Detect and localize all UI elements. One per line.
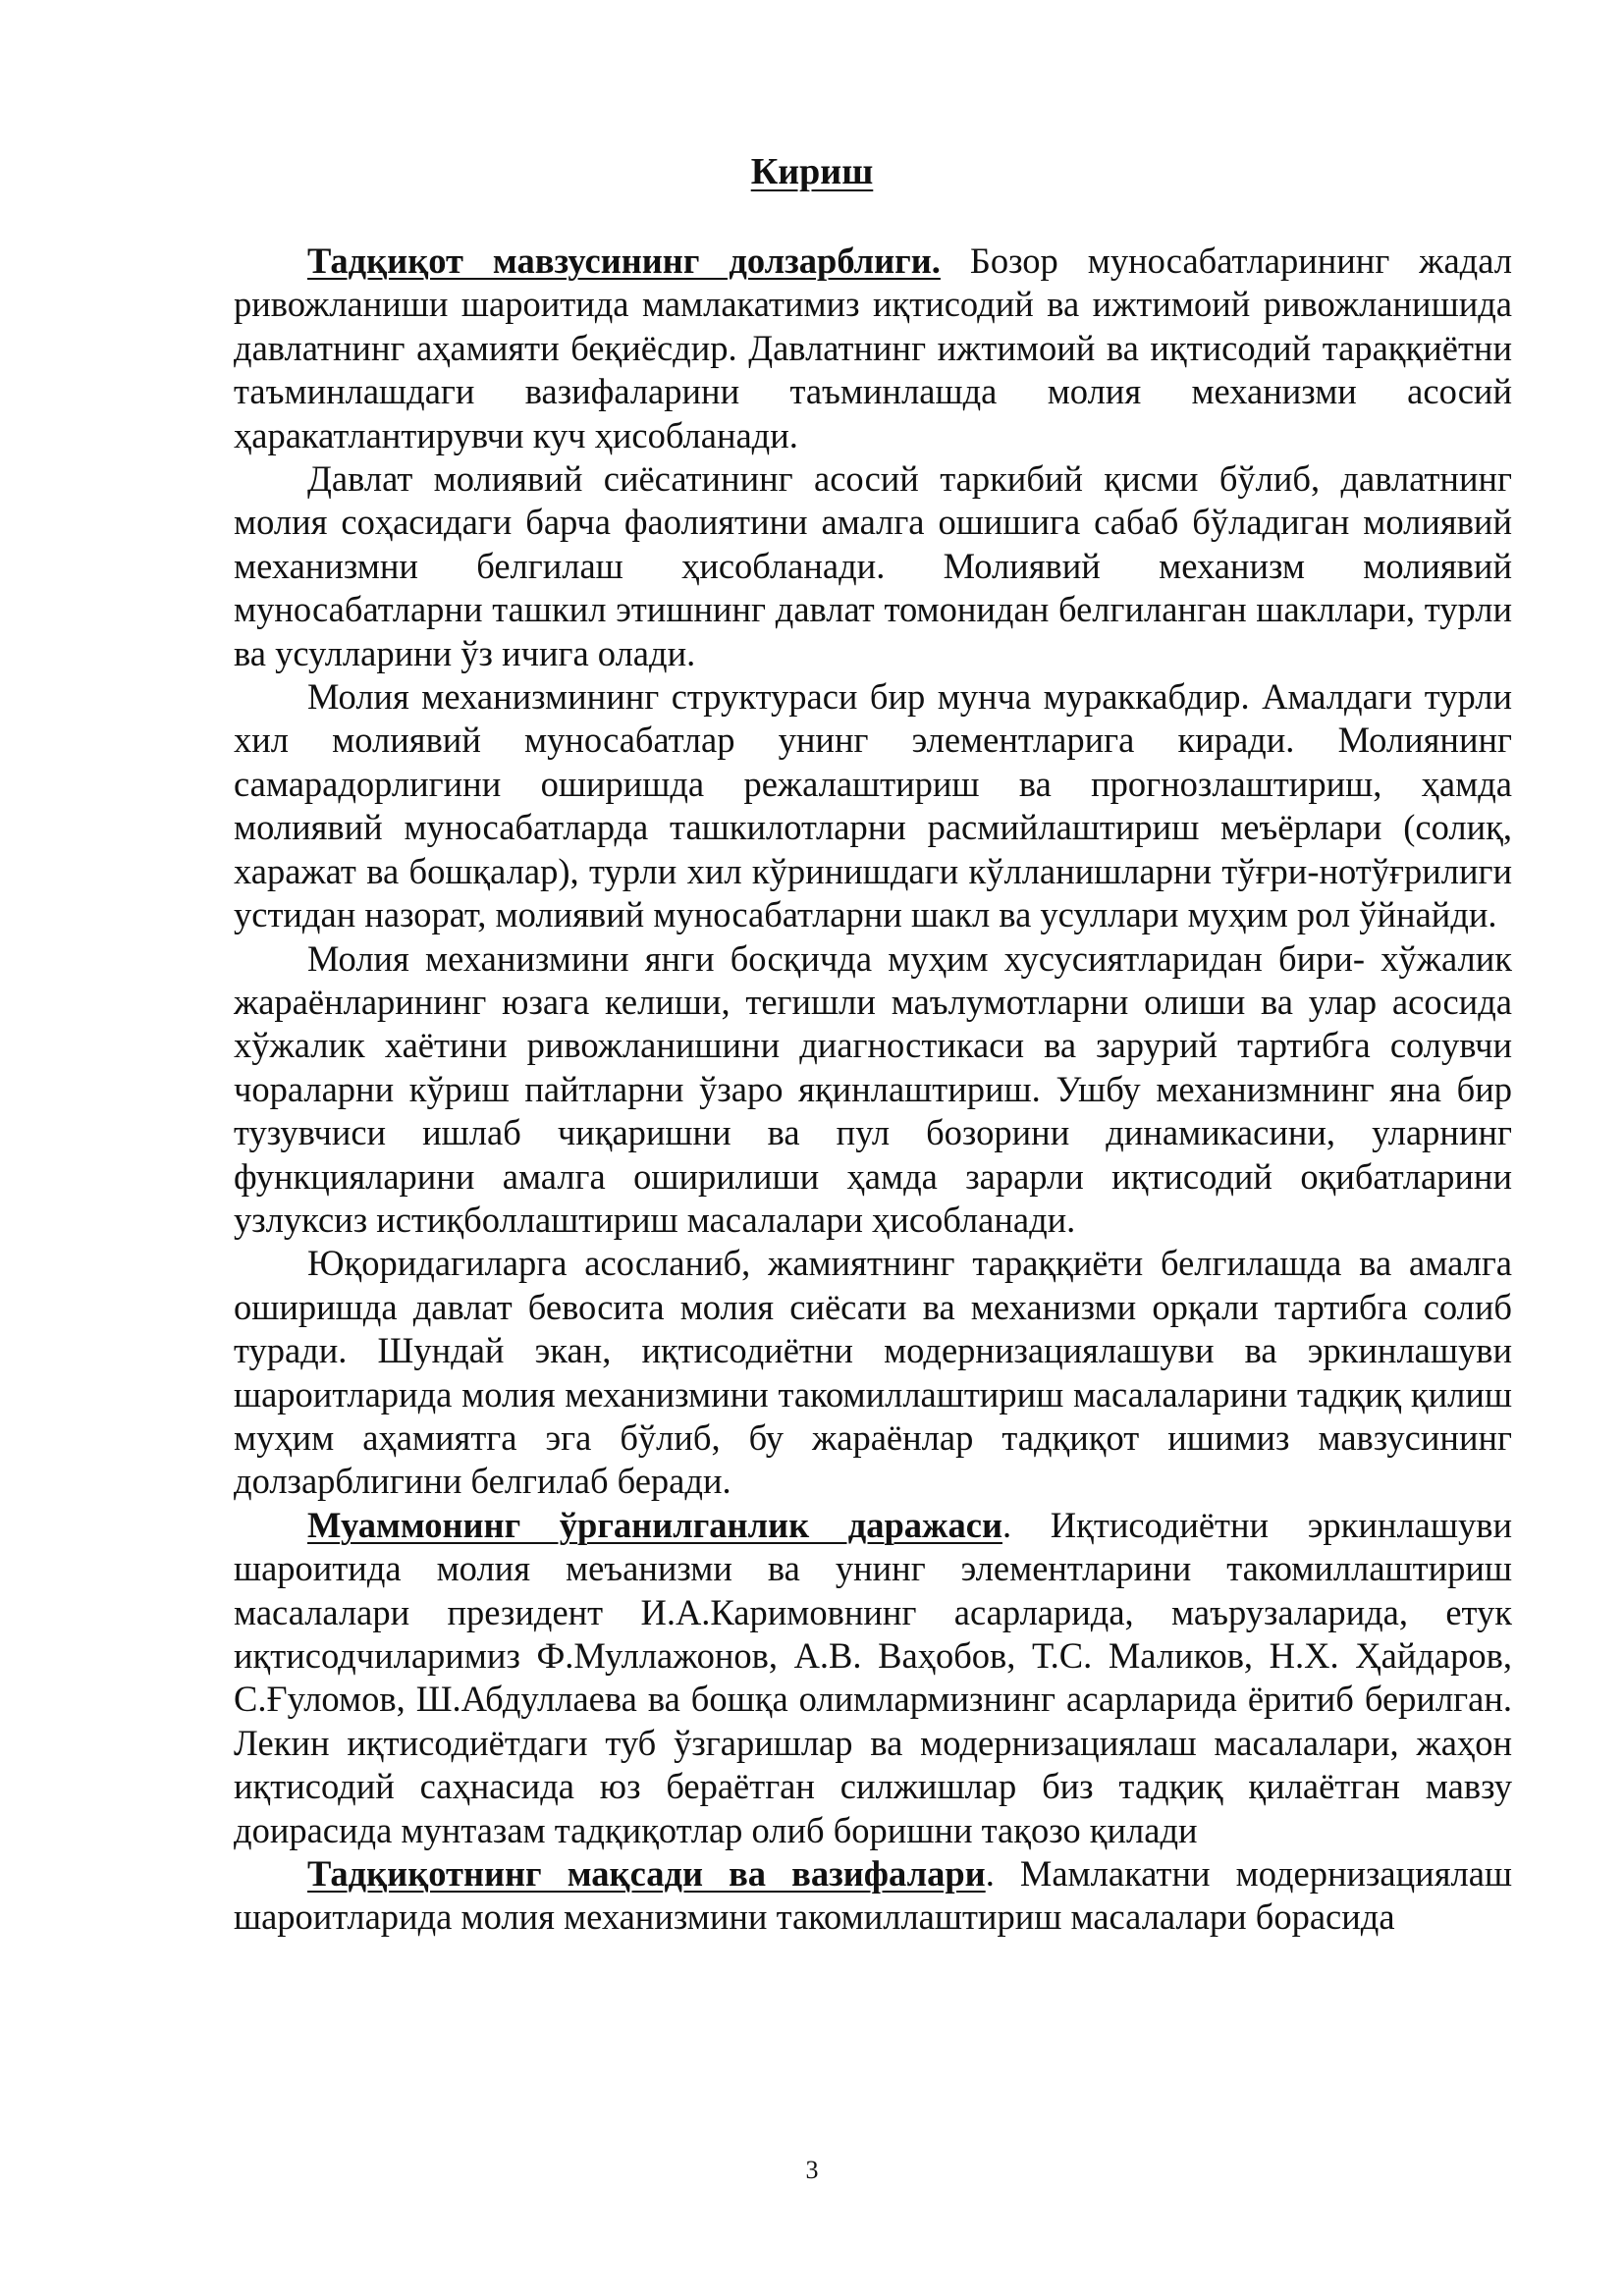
page-number: 3 [805, 2156, 819, 2184]
section-heading-study-degree: Муаммонинг ўрганилганлик даражаси [307, 1504, 1002, 1545]
paragraph-text: Юқоридагиларга асосланиб, жамиятнинг тараққиёти белгилашда ва амалга оширишда давлат бевосита молия сиёсати ва механизми орқали тартибга солиб туради. Шундай экан, иқтисодиётни модернизациялашуви ва эркинлашуви шароитларида молия механизмини такомиллаштириш масалаларини тадқиқ қилиш муҳим аҳамиятга эга бўлиб, бу жараёнлар тадқиқот ишимиз мавзусининг долзарблигини белгилаб беради. [234, 1243, 1512, 1502]
page-title-text: Кириш [750, 151, 874, 192]
section-heading-relevance: Тадқиқот мавзусининг долзарблиги. [307, 240, 941, 281]
document-body [234, 240, 1512, 1940]
paragraph-text: Молия механизмини янги босқичда муҳим хусусиятларидан бири- хўжалик жараёнларининг юзага келиши, тегишли маълумотларни олиши ва улар асосида хўжалик хаётини ривожланишини диагностикаси ва зарурий тартибга солувчи чораларни кўриш пайтларни ўзаро яқинлаштириш. Ушбу механизмнинг яна бир тузувчиси ишлаб чиқаришни ва пул бозорини динамикасини, уларнинг функцияларини амалга оширилиши ҳамда зарарли иқтисодий оқибатларини узлуксиз истиқболлаштириш масалалари ҳисобланади. [234, 937, 1512, 1240]
paragraph-text: . Мамлакатни модернизациялаш шароитларида молия механизмини такомиллаштириш масалалари борасида [234, 1853, 1512, 1938]
paragraph-text: Бозор муносабатларининг жадал ривожланиши шароитида мамлакатимиз иқтисодий ва ижтимоий ривожланишида давлатнинг аҳамияти беқиёсдир. Давлатнинг ижтимоий ва иқтисодий тараққиётни таъминлашдаги вазифаларини таъминлашда молия механизми асосий ҳаракатлантирувчи куч ҳисобланади. [234, 240, 1512, 455]
paragraph-mechanism-structure [234, 675, 1512, 936]
paragraph-new-stage [234, 937, 1512, 1243]
paragraph-goals [234, 1852, 1512, 1940]
paragraph-text: Давлат молиявий сиёсатининг асосий таркибий қисми бўлиб, давлатнинг молия соҳасидаги барча фаолиятини амалга ошишига сабаб бўладиган молиявий механизмни белгилаш ҳисобланади. Молиявий механизм молиявий муносабатларни ташкил этишнинг давлат томонидан белгиланган шакллари, турли ва усулларини ўз ичига олади. [234, 458, 1512, 673]
paragraph-relevance [234, 240, 1512, 457]
paragraph-conclusion [234, 1242, 1512, 1503]
paragraph-text: . Иқтисодиётни эркинлашуви шароитида молия меъанизми ва унинг элементларини такомиллаштириш масалалари президент И.А.Каримовнинг асарларида, маърузаларида, етук иқтисодчиларимиз Ф.Муллажонов, А.В. Ваҳобов, Т.С. Маликов, Н.Х. Ҳайдаров, С.Ғуломов, Ш.Абдуллаева ва бошқа олимлармизнинг асарларида ёритиб берилган. Лекин иқтисодиётдаги туб ўзгаришлар ва модернизациялаш масалалари, жаҳон иқтисодий саҳнасида юз бераётган силжишлар биз тадқиқ қилаётган мавзу доирасида мунтазам тадқиқотлар олиб боришни тақозо қилади [234, 1504, 1512, 1850]
paragraph-study-degree [234, 1504, 1512, 1852]
page-title [0, 153, 1624, 190]
paragraph-financial-policy [234, 457, 1512, 675]
paragraph-text: Молия механизмининг структураси бир мунча мураккабдир. Амалдаги турли хил молиявий муносабатлар унинг элементларига киради. Молиянинг самарадорлигини оширишда режалаштириш ва прогнозлаштириш, ҳамда молиявий муносабатларда ташкилотларни расмийлаштириш меъёрлари (солиқ, харажат ва бошқалар), турли хил кўринишдаги кўлланишларни тўғри-нотўғрилиги устидан назорат, молиявий муносабатларни шакл ва усуллари муҳим рол ўйнайди. [234, 676, 1512, 935]
section-heading-goals: Тадқиқотнинг мақсади ва вазифалари [307, 1853, 986, 1895]
